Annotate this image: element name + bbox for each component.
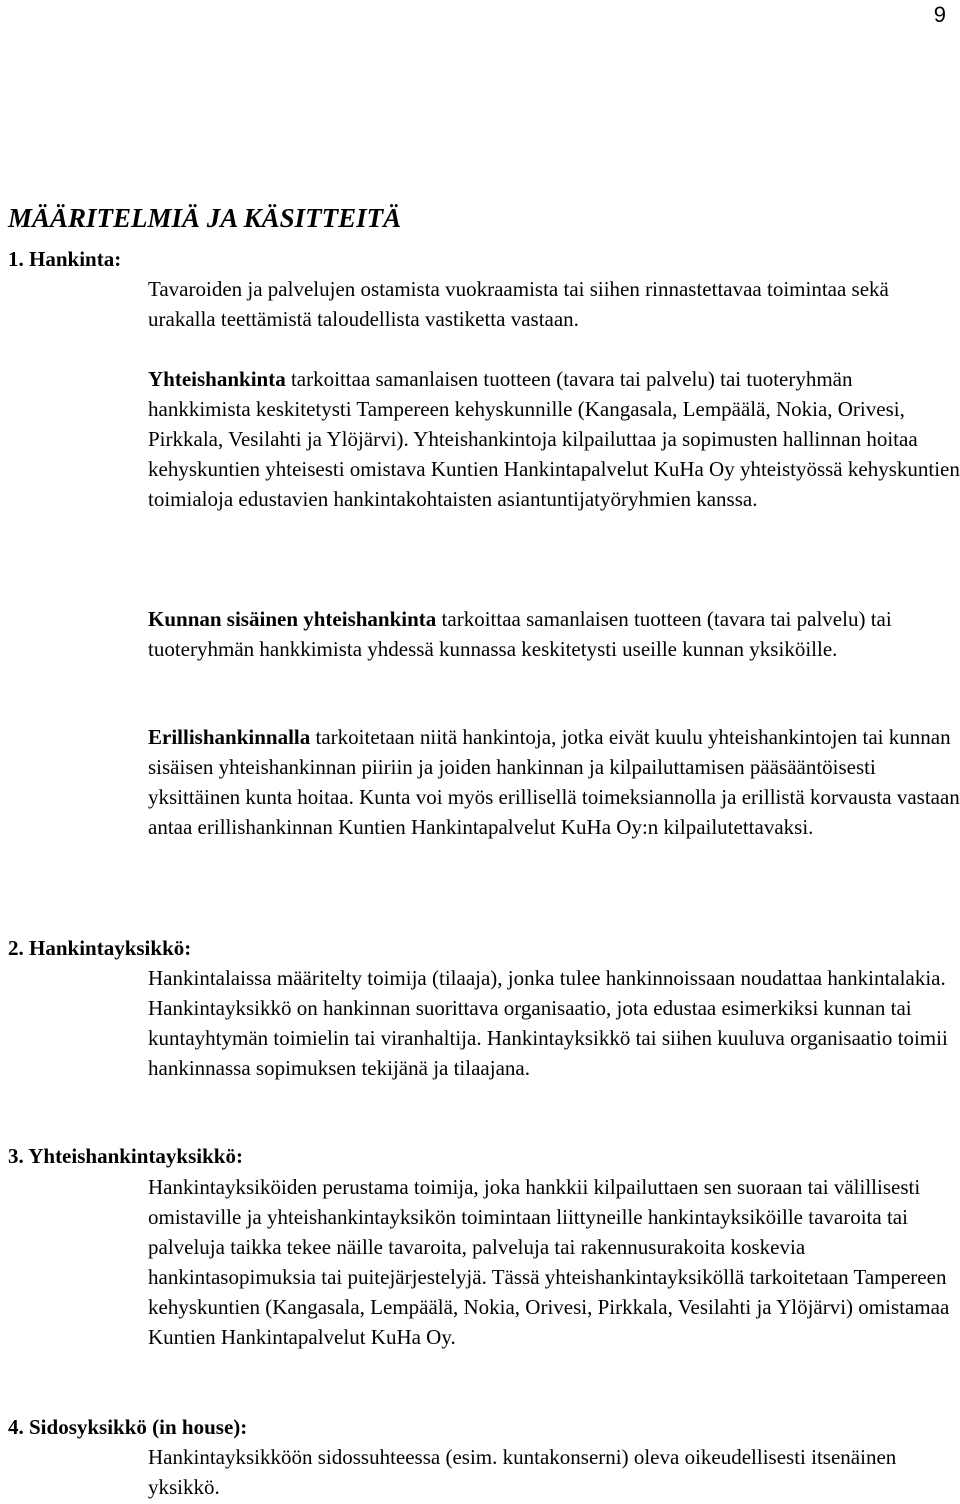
definition-paragraph	[148, 364, 960, 514]
definition-paragraph	[148, 1172, 960, 1352]
page-number: 9	[933, 2, 946, 27]
definition-paragraph	[148, 722, 960, 842]
definition-text: Tavaroiden ja palvelujen ostamista vuokraamista tai siihen rinnastettavaa toimintaa sekä urakalla teettämistä taloudellista vastiketta vastaan.	[148, 277, 889, 331]
section-heading-hankintayksikko: 2. Hankintayksikkö:	[8, 936, 192, 960]
section-heading-yhteishankintayksikko: 3. Yhteishankintayksikkö:	[8, 1144, 243, 1168]
definition-text: tarkoitetaan niitä hankintoja, jotka eivät kuulu yhteishankintojen tai kunnan sisäisen yhteishankinnan piiriin ja joiden hankinnan ja kilpailuttamisen pääsääntöisesti yksittäinen kunta hoitaa. Kunta voi myös erillisellä toimeksiannolla ja erillistä korvausta vastaan antaa erillishankinnan Kuntien Hankintapalvelut KuHa Oy:n kilpailutettavaksi.	[148, 725, 960, 839]
term-kunnan-sisainen-yhteishankinta: Kunnan sisäinen yhteishankinta	[148, 607, 437, 631]
definition-text: tarkoittaa samanlaisen tuotteen (tavara tai palvelu) tai tuoteryhmän hankkimista yhdessä kunnassa keskitetysti useille kunnan yksiköille.	[148, 607, 892, 661]
section-heading-sidosyksikko: 4. Sidosyksikkö (in house):	[8, 1415, 248, 1439]
definition-text: Hankintalaissa määritelty toimija (tilaaja), jonka tulee hankinnoissaan noudattaa hankintalakia. Hankintayksikkö on hankinnan suorittava organisaatio, jota edustaa esimerkiksi kunnan tai kuntayhtymän toimielin tai viranhaltija. Hankintayksikkö tai siihen kuuluva organisaatio toimii hankinnassa sopimuksen tekijänä ja tilaajana.	[148, 966, 948, 1080]
definition-paragraph	[148, 604, 960, 664]
page-title: MÄÄRITELMIÄ JA KÄSITTEITÄ	[8, 203, 402, 233]
definition-paragraph	[148, 963, 960, 1083]
definition-text: Hankintayksikköön sidossuhteessa (esim. kuntakonserni) oleva oikeudellisesti itsenäinen yksikkö.	[148, 1445, 897, 1499]
definition-paragraph	[148, 1442, 960, 1502]
term-erillishankinta: Erillishankinnalla	[148, 725, 311, 749]
definition-text: tarkoittaa samanlaisen tuotteen (tavara tai palvelu) tai tuoteryhmän hankkimista keskitetysti Tampereen kehyskunnille (Kangasala, Lempäälä, Nokia, Orivesi, Pirkkala, Vesilahti ja Ylöjärvi). Yhteishankintoja kilpailuttaa ja sopimusten hallinnan hoitaa kehyskuntien yhteisesti omistava Kuntien Hankintapalvelut KuHa Oy yhteistyössä kehyskuntien toimialoja edustavien hankintakohtaisten asiantuntijatyöryhmien kanssa.	[148, 367, 960, 511]
term-yhteishankinta: Yhteishankinta	[148, 367, 286, 391]
definition-text: Hankintayksiköiden perustama toimija, joka hankkii kilpailuttaen sen suoraan tai välillisesti omistaville ja yhteishankintayksikön toimintaan liittyneille hankintayksiköille tavaroita tai palveluja taikka tekee näille tavaroita, palveluja tai rakennusurakoita koskevia hankintasopimuksia tai puitejärjestelyjä. Tässä yhteishankintayksiköllä tarkoitetaan Tampereen kehyskuntien (Kangasala, Lempäälä, Nokia, Orivesi, Pirkkala, Vesilahti ja Ylöjärvi) omistamaa Kuntien Hankintapalvelut KuHa Oy.	[148, 1175, 950, 1349]
definition-paragraph	[148, 274, 960, 334]
section-heading-hankinta: 1. Hankinta:	[8, 247, 122, 271]
